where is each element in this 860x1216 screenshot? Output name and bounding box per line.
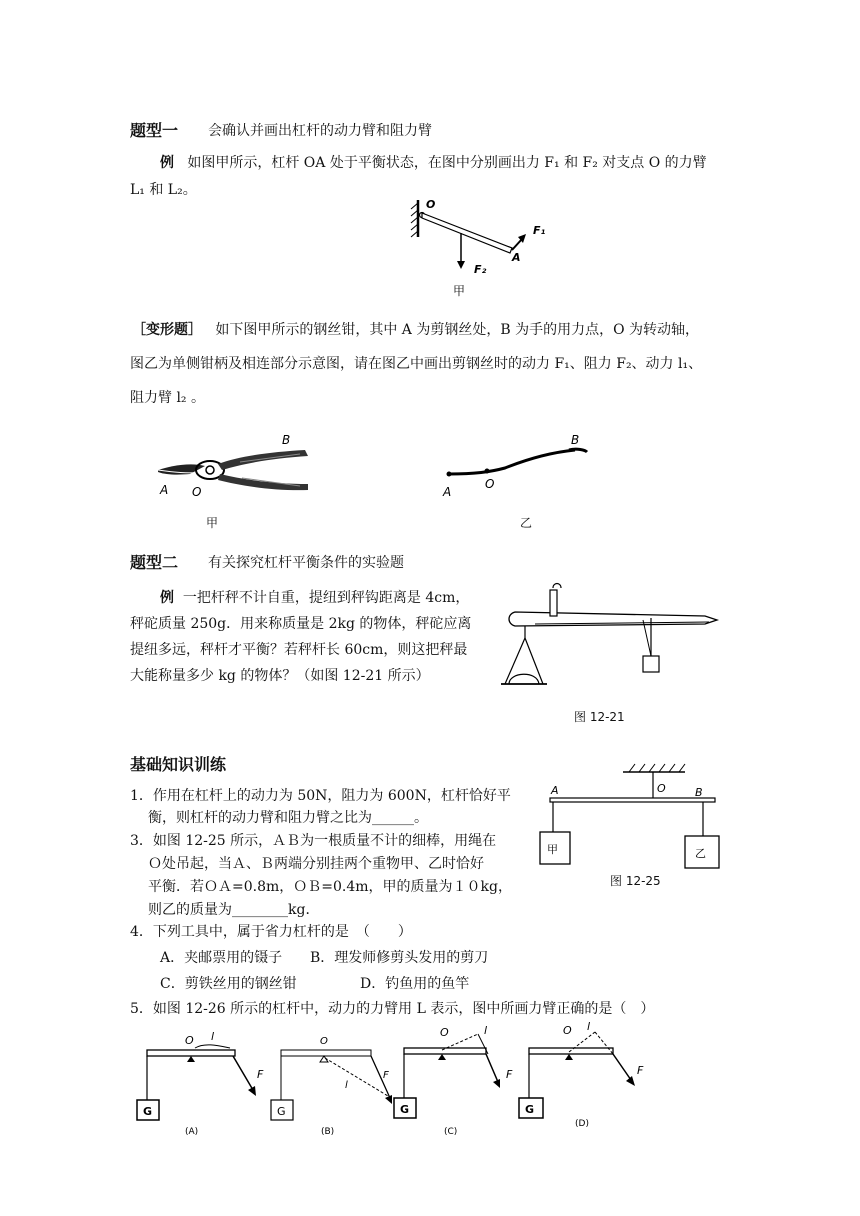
fig25-label-o: O (657, 782, 666, 795)
label-f2: F₂ (474, 263, 487, 276)
q5b-label-g: G (277, 1105, 286, 1118)
example-paragraph-1 (160, 151, 707, 176)
variant-line2: 图乙为单侧钳柄及相连部分示意图，请在图乙中画出剪钢丝时的动力 F₁、阻力 F₂、动力 l₁、 (130, 356, 703, 372)
caption-yi: 乙 (520, 516, 533, 530)
fig25-label-yi: 乙 (695, 847, 706, 860)
example-label: 例 (160, 155, 174, 171)
q4-option-c: C．剪铁丝用的钢丝钳 (160, 976, 297, 992)
f1-arrow (512, 239, 522, 250)
q5d-label-g: G (525, 1103, 535, 1116)
steelyard-figure (495, 580, 725, 700)
q3-line3: 平衡．若ＯＡ=0.8m，ＯＢ=0.4m，甲的质量为１０kg， (148, 879, 512, 895)
variant-text-1: 如下图甲所示的钢丝钳，其中 A 为剪钢丝处，B 为手的用力点，O 为转动轴， (215, 322, 700, 338)
caption-jia-2: 甲 (206, 516, 219, 530)
q3-line2: Ｏ处吊起，当Ａ、Ｂ两端分别挂两个重物甲、乙时恰好 (148, 856, 484, 872)
figure-caption-12-25: 图 12-25 (610, 874, 661, 888)
pliers-label-a: A (160, 483, 169, 497)
q5b-caption: (B) (321, 1127, 335, 1137)
lever-oa-figure (400, 195, 570, 295)
q4-option-d: D．钓鱼用的鱼竿 (360, 976, 470, 992)
sec2-line3: 提纽多远，秤杆才平衡？若秤杆长 60cm，则这把秤最 (130, 642, 468, 658)
variant-label: ［变形题］ (132, 322, 202, 338)
q5-line: 5．如图 12-26 所示的杠杆中，动力的力臂用 L 表示，图中所画力臂正确的是（ ） (130, 1001, 655, 1017)
q5b-label-l: l (345, 1080, 348, 1091)
q3-line4: 则乙的质量为________kg． (148, 902, 320, 918)
pliers-handle-top (218, 450, 308, 470)
lever-bar (422, 213, 512, 253)
fig25-label-jia: 甲 (547, 843, 558, 856)
lifting-hook (550, 590, 557, 616)
lever-bar (147, 1050, 235, 1056)
q1-line1: 1．作用在杠杆上的动力为 50N，阻力为 600N，杠杆恰好平 (130, 788, 511, 804)
pliers-handle-bottom (218, 474, 308, 490)
label-o: O (426, 198, 436, 211)
q5b-label-o: O (320, 1036, 328, 1047)
variant-line3: 阻力臂 l₂ 。 (130, 390, 205, 406)
q5c-label-g: G (400, 1103, 410, 1116)
example-text-line2: L₁ 和 L₂。 (130, 182, 197, 198)
q5a-caption: (A) (185, 1127, 199, 1137)
q5a-label-l: l (211, 1030, 215, 1043)
handle-label-b: B (571, 433, 580, 447)
q4-option-b: B．理发师修剪头发用的剪刀 (310, 950, 489, 966)
pliers-label-b: B (282, 433, 291, 447)
label-a: A (512, 251, 521, 264)
q5d-label-o: O (563, 1024, 572, 1037)
q5a-label-g: G (143, 1105, 153, 1118)
wall-hatch (411, 200, 418, 237)
rod-ab (550, 798, 715, 802)
section-subtitle-2: 有关探究杠杆平衡条件的实验题 (208, 555, 404, 571)
handle-figure (435, 428, 605, 500)
section-title-2: 题型二 (130, 553, 179, 572)
sec2-line1 (160, 586, 469, 611)
q5a-label-f: F (257, 1068, 264, 1081)
q5a-label-o: O (185, 1034, 194, 1047)
handle-curve (449, 450, 575, 474)
basics-title: 基础知识训练 (130, 755, 227, 774)
handle-label-a: A (443, 485, 452, 499)
example-text-line1: 如图甲所示，杠杆 OA 处于平衡状态，在图中分别画出力 F₁ 和 F₂ 对支点 O 的力臂 (187, 155, 707, 171)
section-title-1: 题型一 (130, 121, 179, 140)
q5c-label-o: O (440, 1026, 449, 1039)
q5-figure-a (135, 1028, 270, 1138)
variant-line1 (132, 318, 699, 343)
pliers-figure (150, 428, 320, 500)
q4-line: 4．下列工具中，属于省力杠杆的是 （ ） (130, 924, 412, 940)
sec2-line2: 秤砣质量 250g．用来称质量是 2kg 的物体，秤砣应离 (130, 616, 472, 632)
section-subtitle-1: 会确认并画出杠杆的动力臂和阻力臂 (208, 123, 432, 139)
q3-line1: 3．如图 12-25 所示，ＡＢ为一根质量不计的细棒，用绳在 (130, 833, 497, 849)
counterweight (643, 656, 659, 672)
fig25-label-b: B (695, 786, 703, 799)
q5-figure-d (515, 1020, 655, 1138)
q5d-label-f: F (637, 1064, 644, 1077)
q1-line2: 衡，则杠杆的动力臂和阻力臂之比为______。 (148, 810, 428, 826)
lever-bar (404, 1048, 486, 1054)
figure-caption-12-21: 图 12-21 (574, 710, 625, 724)
pliers-pivot (206, 466, 214, 474)
q5d-label-l: l (587, 1020, 591, 1033)
q5-figure-b (265, 1028, 400, 1138)
sec2-line4: 大能称量多少 kg 的物体？（如图 12-21 所示） (130, 668, 430, 684)
sec2-example-label: 例 (160, 590, 174, 606)
figure-caption-jia: 甲 (453, 284, 466, 298)
q5d-caption: (D) (575, 1119, 589, 1129)
sec2-text-1: 一把杆秤不计自重，提纽到秤钩距离是 4cm， (182, 590, 470, 606)
lever-bar (281, 1050, 371, 1056)
figure-12-25 (535, 760, 735, 872)
q5c-caption: (C) (444, 1127, 458, 1137)
q5c-label-f: F (506, 1068, 513, 1081)
pliers-label-o: O (192, 485, 202, 499)
q5-figure-c (392, 1020, 527, 1138)
q5c-label-l: l (484, 1024, 488, 1037)
label-f1: F₁ (533, 224, 546, 237)
handle-label-o: O (485, 477, 495, 491)
fig25-label-a: A (551, 784, 559, 797)
q4-option-a: A．夹邮票用的镊子 (160, 950, 283, 966)
q5b-label-f: F (383, 1070, 389, 1081)
